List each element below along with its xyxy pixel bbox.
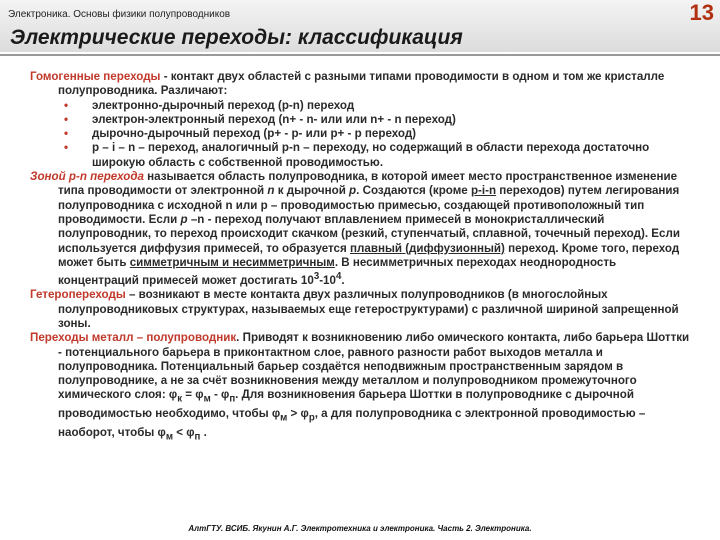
metal-text: = φ — [182, 388, 204, 402]
zone-text: к дырочной — [274, 184, 350, 198]
zone-text: . — [341, 274, 345, 288]
slide-body — [30, 70, 696, 444]
homogeneous-text: - контакт двух областей с разными типами проводимости в одном и том же кристалле полупроводника. Различают: — [58, 70, 665, 98]
metal-text: . — [200, 425, 207, 439]
bullet-text: дырочно-дырочный переход (р+ - р- или р+ - р переход) — [92, 127, 417, 141]
metal-text: . Приводят к возникновению либо омического контакта, либо барьера Шоттки - потенциального барьера в приконтактном слое, равного разности работ выходов металла и полупроводника. Потенциальный барьер создаётся неподвижным пространственным зарядом в полупроводнике, а не за счёт возникновения между металлом и полупроводником промежуточного химического слоя: φ — [58, 331, 690, 402]
zone-text: называется область полупроводника, в которой имеет место пространственное изменение типа проводимости от электронной — [58, 170, 678, 198]
metal-subscript: р — [308, 412, 315, 424]
bullet-text: р – i – n – переход, аналогичный р-n – переходу, но содержащий в области перехода достаточно широкую область с собственной проводимостью. — [92, 141, 650, 169]
header-divider — [0, 54, 720, 56]
bullet-text: электрон-электронный переход (n+ - n- или или n+ - n переход) — [92, 112, 456, 126]
zone-exponent: 4 — [335, 271, 342, 283]
hetero-paragraph — [30, 288, 696, 331]
bullet-text: электронно-дырочный переход (р-n) переход — [92, 98, 355, 112]
zone-smooth: плавный (диффузионный) — [350, 241, 505, 255]
metal-subscript: п — [194, 430, 201, 442]
metal-subscript: п — [229, 393, 236, 405]
metal-text: > φ — [287, 407, 309, 420]
homogeneous-paragraph — [30, 70, 696, 99]
slide-footer: АлтГТУ. ВСИБ. Якунин А.Г. Электротехника и электроника. Часть 2. Электроника. — [188, 524, 532, 533]
homogeneous-term: Гомогенные переходы — [30, 70, 161, 83]
bullet-item — [30, 113, 696, 127]
zone-text: . В несимметричных переходах неоднородность концентраций примесей может достигать 10 — [58, 255, 617, 288]
hetero-text: – возникают в месте контакта двух различных полупроводников (в многослойных полупроводниковых структурах, называемых еще гетероструктурами) с различной шириной запрещенной зоны. — [58, 288, 679, 330]
metal-subscript: к — [177, 393, 183, 405]
zone-text: -10 — [319, 274, 336, 288]
course-title: Электроника. Основы физики полупроводников — [8, 9, 231, 20]
bullet-icon: • — [64, 127, 69, 141]
metal-subscript: м — [203, 393, 211, 405]
hetero-term: Гетеропереходы — [30, 288, 126, 302]
slide-title: Электрические переходы: классификация — [10, 26, 463, 49]
slide-number: 13 — [689, 0, 714, 25]
bullet-icon: • — [64, 112, 69, 126]
zone-text: переходов) путем легирования полупроводника с исходной n или р – проводимостью примесью, создающей противоположный тип проводимости. Если — [58, 184, 680, 226]
metal-text: , а для полупроводника с электронной проводимостью – наоборот, чтобы φ — [58, 407, 646, 439]
bullet-item — [30, 127, 696, 141]
metal-subscript: м — [165, 430, 173, 442]
zone-p: р — [180, 212, 188, 226]
bullet-item — [30, 141, 696, 170]
zone-text: переход. Кроме того, переход может быть — [58, 241, 680, 269]
zone-exponent: 3 — [313, 271, 320, 283]
zone-p: р — [349, 184, 357, 198]
zone-paragraph — [30, 170, 696, 288]
zone-n: n — [267, 184, 275, 198]
zone-term: Зоной р-n перехода — [30, 170, 144, 184]
metal-subscript: м — [280, 412, 288, 424]
bullet-item — [30, 99, 696, 113]
zone-symmetric: симметричным и несимметричным — [129, 255, 335, 269]
bullet-icon: • — [64, 98, 69, 112]
zone-text: –n - переход получают вплавлением примесей в монокристаллический полупроводник, то переход происходит скачком (резкий, ступенчатый, сплавной, точечный переход). Если используется диффузия примесей, то образуется — [58, 212, 680, 255]
metal-term: Переходы металл – полупроводник — [30, 331, 237, 345]
metal-paragraph — [30, 331, 696, 444]
metal-text: < φ — [172, 425, 195, 439]
bullet-icon: • — [64, 141, 69, 155]
metal-text: . Для возникновения барьера Шоттки в полупроводнике с дырочной проводимостью необходимо, чтобы φ — [58, 388, 634, 420]
metal-text: - φ — [210, 388, 230, 402]
zone-text: . Создаются (кроме — [356, 184, 471, 198]
zone-pin: р-i-n — [470, 184, 497, 198]
